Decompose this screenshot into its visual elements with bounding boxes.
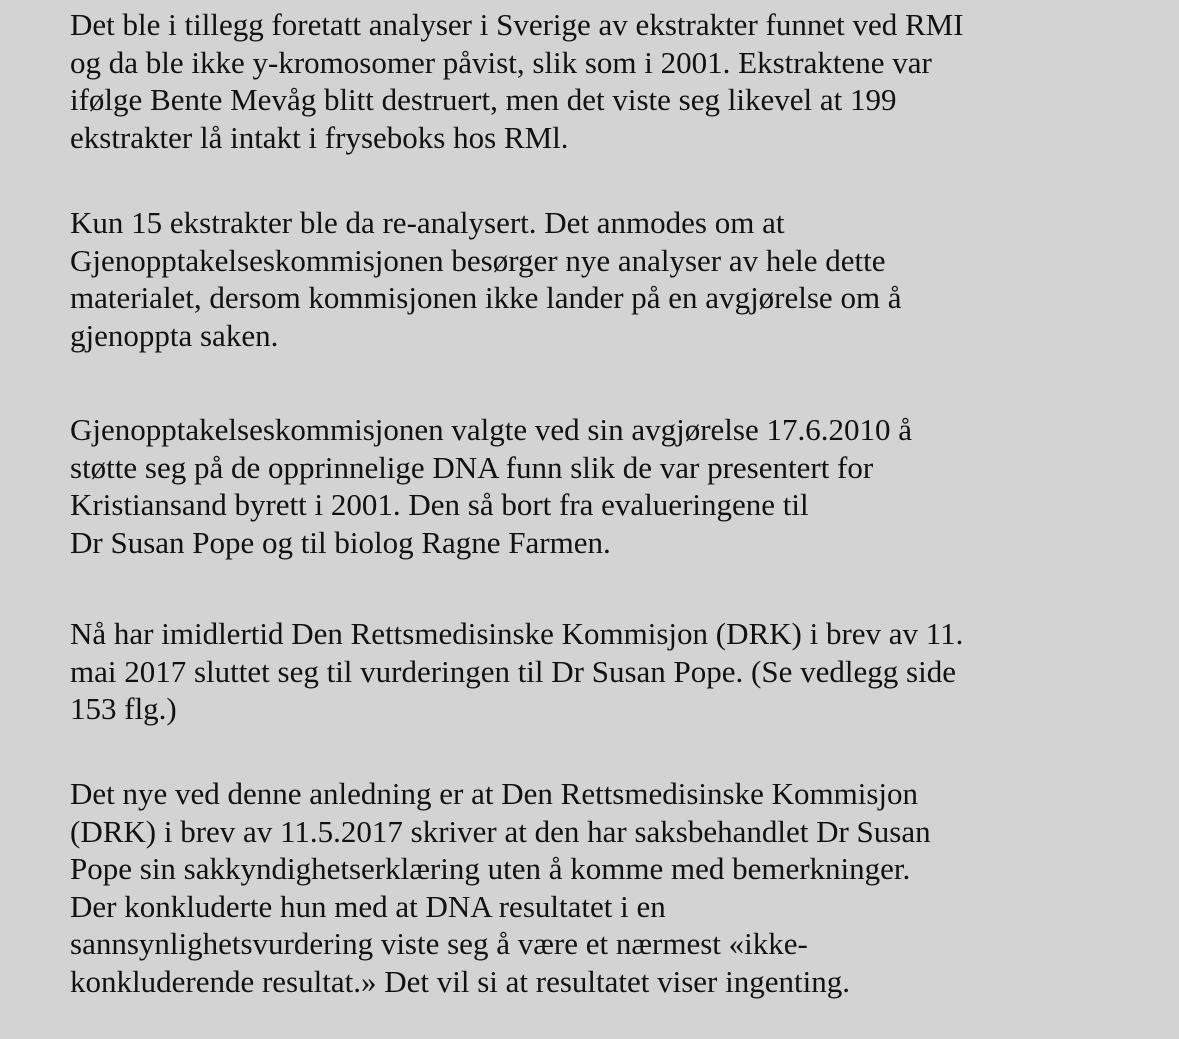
text-line: konkluderende resultat.» Det vil si at resultatet viser ingenting. <box>70 963 850 999</box>
text-line: støtte seg på de opprinnelige DNA funn slik de var presentert for <box>70 449 874 485</box>
paragraph-new-development <box>70 775 931 1000</box>
text-line: 153 flg.) <box>70 691 177 726</box>
paragraph-drk-letter <box>70 615 963 728</box>
text-line: Kristiansand byrett i 2001. Den så bort fra evalueringene til <box>70 487 809 522</box>
text-line: Pope sin sakkyndighetserklæring uten å komme med bemerkninger. <box>70 851 911 886</box>
text-line: Det nye ved denne anledning er at Den Rettsmedisinske Kommisjon <box>70 776 919 811</box>
text-line: Gjenopptakelseskommisjonen valgte ved sin avgjørelse 17.6.2010 å <box>70 412 912 447</box>
text-line: og da ble ikke y-kromosomer påvist, slik som i 2001. Ekstraktene var <box>70 44 932 80</box>
paragraph-commission-decision <box>70 411 912 561</box>
text-line: mai 2017 sluttet seg til vurderingen til Dr Susan Pope. (Se vedlegg side <box>70 653 956 689</box>
text-line: ekstrakter lå intakt i fryseboks hos RMl. <box>70 119 569 155</box>
text-line: sannsynlighetsvurdering viste seg å være et nærmest «ikke- <box>70 926 808 961</box>
text-line: materialet, dersom kommisjonen ikke lander på en avgjørelse om å <box>70 280 902 315</box>
text-line: Der konkluderte hun med at DNA resultatet i en <box>70 888 666 924</box>
text-line: Gjenopptakelseskommisjonen besørger nye analyser av hele dette <box>70 242 886 278</box>
text-line: Kun 15 ekstrakter ble da re-analysert. Det anmodes om at <box>70 205 785 240</box>
paragraph-reanalysis-request <box>70 204 902 354</box>
text-line: Nå har imidlertid Den Rettsmedisinske Kommisjon (DRK) i brev av 11. <box>70 616 964 651</box>
text-line: Dr Susan Pope og til biolog Ragne Farmen. <box>70 524 611 560</box>
text-line: Det ble i tillegg foretatt analyser i Sverige av ekstrakter funnet ved RMI <box>70 7 964 42</box>
text-line: gjenoppta saken. <box>70 317 279 353</box>
text-line: ifølge Bente Mevåg blitt destruert, men det viste seg likevel at 199 <box>70 82 897 117</box>
text-line: (DRK) i brev av 11.5.2017 skriver at den har saksbehandlet Dr Susan <box>70 813 931 849</box>
paragraph-rmi-extracts <box>70 6 964 156</box>
